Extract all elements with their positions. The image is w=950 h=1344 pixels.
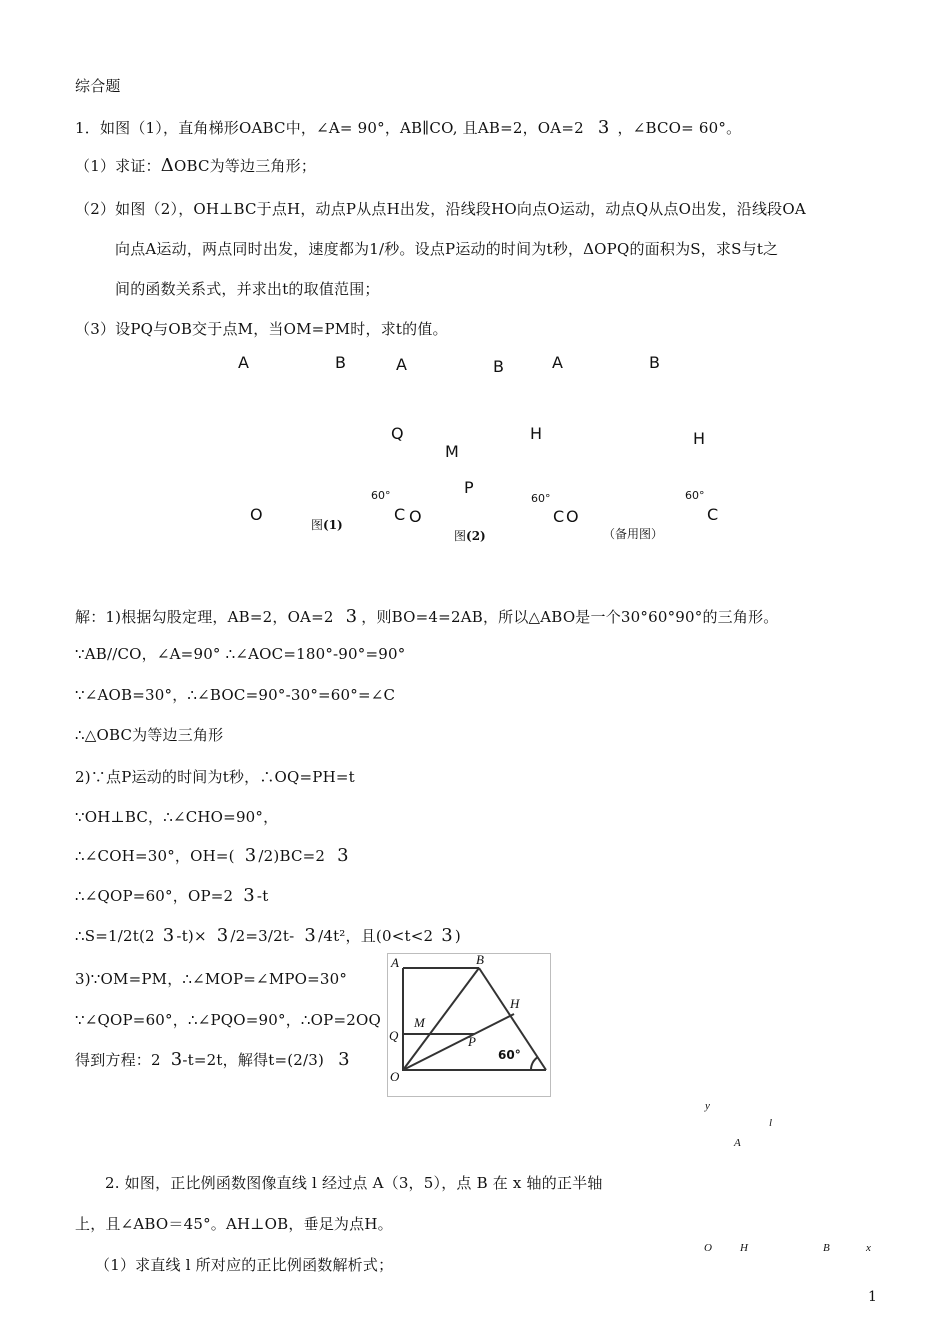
solfig-label-h: H [510, 996, 520, 1011]
fig2-label-m: M [445, 442, 459, 461]
delta-symbol: Δ [160, 155, 174, 176]
fig2-label-p: P [464, 478, 474, 497]
fig3-caption: （备用图） [603, 527, 664, 541]
solution-line-9-root-3: 3 [304, 925, 317, 946]
coord-label-a: A [734, 1137, 741, 1149]
solution-line-9-text-c: /2=3/2t- [230, 927, 295, 945]
q1-stem-text-a: 1．如图（1），直角梯形OABC中，∠A= 90°，AB∥CO, 且AB=2，OA=2 [75, 119, 584, 137]
fig1-caption-prefix: 图 [311, 518, 324, 532]
fig2-label-q: Q [391, 424, 404, 443]
fig3-label-b: B [649, 353, 660, 372]
solution-line-1 [75, 606, 778, 627]
solution-line-9-text-d: /4t²，且(0<t<2 [318, 927, 434, 945]
solution-line-12-root-1: 3 [170, 1049, 183, 1070]
fig3-label-h: H [693, 429, 706, 448]
page-number: 1 [868, 1289, 877, 1305]
solution-line-7-text-a: ∴∠COH=30°，OH=( [75, 847, 235, 865]
fig2-label-h: H [530, 424, 543, 443]
coord-label-h: H [740, 1242, 748, 1254]
solution-line-12-text-a: 得到方程：2 [75, 1051, 161, 1069]
solution-line-9-text-e: ) [454, 927, 461, 945]
solution-line-8 [75, 885, 268, 906]
fig1-label-b: B [335, 353, 346, 372]
solution-line-7-root-1: 3 [244, 845, 257, 866]
fig2-label-a: A [396, 355, 407, 374]
solution-line-7-root-2: 3 [337, 845, 349, 866]
fig1-label-c: C [394, 505, 406, 524]
fig2-label-c: C [553, 507, 565, 526]
q2-line-1: 2. 如图，正比例函数图像直线 l 经过点 A（3，5），点 B 在 x 轴的正半轴 [105, 1174, 603, 1192]
solution-line-9-text-b: -t)× [176, 927, 207, 945]
q1-part2-line3: 间的函数关系式，并求出t的取值范围； [115, 280, 380, 298]
solfig-label-q: Q [389, 1028, 399, 1043]
solution-line-12-text-b: -t=2t，解得t=(2/3) [182, 1051, 325, 1069]
fig2-caption [454, 527, 486, 544]
fig2-caption-number: (2) [466, 529, 486, 543]
solution-line-11: ∵∠QOP=60°，∴∠PQO=90°，∴OP=2OQ [75, 1011, 381, 1029]
fig1-caption-number: (1) [323, 518, 343, 532]
q1-part1 [75, 155, 316, 176]
fig1-label-a: A [238, 353, 249, 372]
solfig-label-o: O [390, 1069, 400, 1084]
solution-line-1-root: 3 [345, 606, 358, 627]
solution-line-3: ∵∠AOB=30°，∴∠BOC=90°-30°=60°=∠C [75, 686, 396, 704]
fig3-label-a: A [552, 353, 563, 372]
solution-line-6: ∵OH⊥BC，∴∠CHO=90°， [75, 808, 279, 826]
q1-stem-root: 3 [597, 117, 610, 138]
coord-label-b: B [823, 1242, 830, 1254]
q1-part2-line2: 向点A运动，两点同时出发，速度都为1/秒。设点P运动的时间为t秒，ΔOPQ的面积为S，求S与t之 [115, 240, 779, 258]
coord-label-x: x [866, 1242, 871, 1254]
solution-line-1-text-b: ，则BO=4=2AB，所以△ABO是一个30°60°90°的三角形。 [361, 608, 779, 626]
solution-line-9 [75, 925, 461, 946]
coord-label-o: O [704, 1242, 712, 1254]
solution-figure [387, 953, 551, 1097]
fig2-caption-prefix: 图 [454, 529, 467, 543]
solfig-label-a: A [391, 955, 399, 970]
solution-line-7-text-b: /2)BC=2 [258, 847, 326, 865]
fig3-angle-label: 60° [685, 489, 705, 502]
solution-line-12-root-2: 3 [338, 1049, 350, 1070]
solfig-label-p: P [468, 1034, 476, 1049]
fig3-label-c: C [707, 505, 719, 524]
solution-line-1-text-a: 解：1)根据勾股定理，AB=2，OA=2 [75, 608, 334, 626]
solution-figure-drawing [388, 954, 550, 1096]
fig2-label-o: O [409, 507, 422, 526]
solfig-angle-label: 60° [498, 1048, 521, 1062]
q1-part1-label: （1）求证： [75, 157, 161, 175]
q2-line-3: （1）求直线 l 所对应的正比例函数解析式； [95, 1256, 394, 1274]
q1-stem-text-b: ，∠BCO= 60°。 [617, 119, 742, 137]
solution-line-9-text-a: ∴S=1/2t(2 [75, 927, 155, 945]
section-heading: 综合题 [75, 77, 121, 95]
fig2-angle-label: 60° [531, 492, 551, 505]
solution-line-12 [75, 1049, 350, 1070]
q1-part1-text: OBC为等边三角形； [173, 157, 317, 175]
solution-line-5: 2)∵点P运动的时间为t秒，∴OQ=PH=t [75, 768, 355, 786]
fig1-label-o: O [250, 505, 263, 524]
solution-line-7 [75, 845, 349, 866]
solution-line-8-root: 3 [243, 885, 255, 906]
q2-line-2: 上，且∠ABO＝45°。AH⊥OB，垂足为点H。 [75, 1215, 393, 1233]
fig3-label-o: O [566, 507, 579, 526]
figure-angle-arc [531, 1057, 538, 1070]
solution-line-9-root-4: 3 [441, 925, 453, 946]
solfig-label-b: B [476, 952, 484, 967]
q1-part2-line1: （2）如图（2），OH⊥BC于点H，动点P从点H出发，沿线段HO向点O运动，动点Q从点O出发，沿线段OA [75, 200, 806, 218]
solution-line-2: ∵AB//CO，∠A=90° ∴∠AOC=180°-90°=90° [75, 645, 406, 663]
solution-line-4: ∴△OBC为等边三角形 [75, 726, 224, 744]
coord-label-y: y [705, 1100, 710, 1112]
solfig-label-m: M [414, 1015, 425, 1030]
q1-stem [75, 117, 741, 138]
solution-line-8-text-a: ∴∠QOP=60°，OP=2 [75, 887, 234, 905]
fig2-label-b: B [493, 357, 504, 376]
solution-line-8-text-b: -t [256, 887, 269, 905]
solution-line-9-root-2: 3 [216, 925, 229, 946]
fig1-caption [311, 516, 343, 533]
solution-line-10: 3)∵OM=PM，∴∠MOP=∠MPO=30° [75, 970, 348, 988]
q1-part3: （3）设PQ与OB交于点M，当OM=PM时，求t的值。 [75, 320, 448, 338]
coord-label-l: l [769, 1117, 773, 1129]
fig1-angle-label: 60° [371, 489, 391, 502]
solution-line-9-root-1: 3 [162, 925, 175, 946]
